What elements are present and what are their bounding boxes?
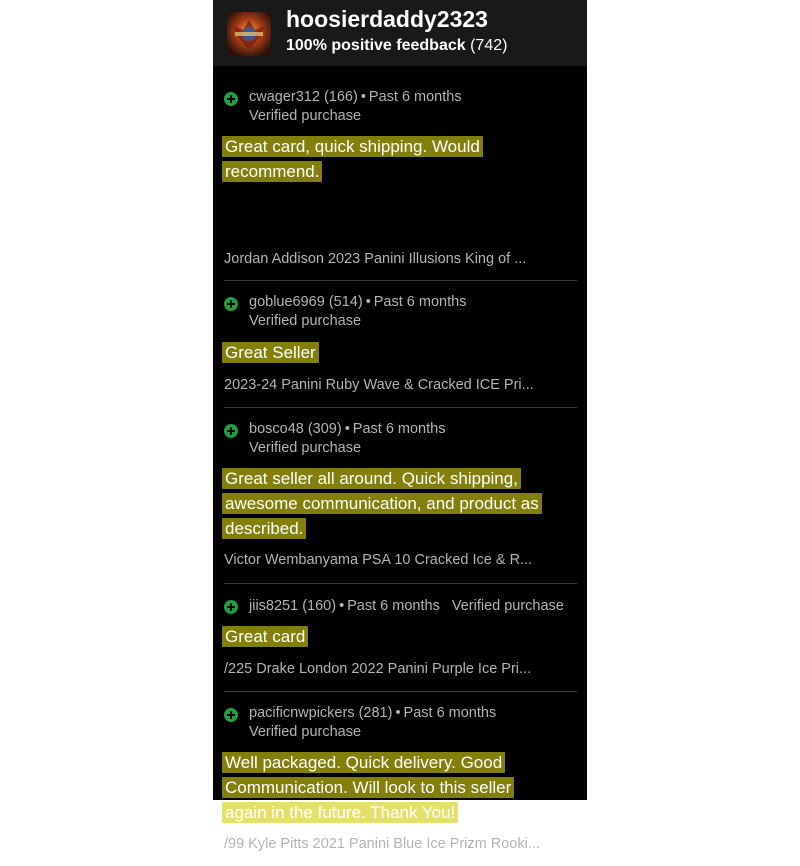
review-line: Great card, quick shipping. Would bbox=[222, 136, 483, 157]
seller-avatar-icon bbox=[227, 12, 271, 56]
list-item bbox=[213, 706, 587, 866]
review-meta: bosco48 (309) • Past 6 months Verified purchase bbox=[249, 421, 446, 456]
plus-circle-icon bbox=[224, 708, 238, 722]
review-line: Great card bbox=[222, 626, 308, 647]
plus-circle-icon bbox=[224, 600, 238, 614]
divider bbox=[224, 583, 577, 584]
review-text bbox=[224, 750, 514, 825]
feedback-count: (742) bbox=[470, 37, 508, 54]
product-title[interactable]: Jordan Addison 2023 Panini Illusions King of ... bbox=[224, 251, 527, 267]
review-text bbox=[224, 466, 542, 541]
review-time: Past 6 months bbox=[347, 598, 440, 614]
review-line: again in the future. Thank You! bbox=[222, 802, 458, 823]
review-line: awesome communication, and product as bbox=[222, 493, 542, 514]
list-item bbox=[213, 598, 587, 682]
review-time: Past 6 months bbox=[352, 421, 446, 437]
review-line: Communication. Will look to this seller bbox=[222, 777, 514, 798]
review-time: Past 6 months bbox=[368, 89, 462, 105]
verified-badge: Verified purchase bbox=[249, 724, 362, 740]
product-title[interactable]: /99 Kyle Pitts 2021 Panini Blue Ice Prizm Rooki... bbox=[224, 836, 540, 852]
verified-badge: Verified purchase bbox=[249, 313, 362, 329]
divider bbox=[224, 691, 577, 692]
reviewer-name[interactable]: bosco48 (309) bbox=[249, 421, 342, 437]
list-item bbox=[213, 422, 587, 572]
review-text bbox=[224, 624, 308, 649]
list-item bbox=[213, 80, 587, 267]
seller-name[interactable]: hoosierdaddy2323 bbox=[286, 6, 488, 32]
product-title[interactable]: Victor Wembanyama PSA 10 Cracked Ice & R... bbox=[224, 552, 533, 568]
review-meta: pacificnwpickers (281) • Past 6 months Verified purchase bbox=[249, 705, 497, 740]
reviewer-name[interactable]: pacificnwpickers (281) bbox=[249, 705, 393, 721]
review-line: Great seller all around. Quick shipping, bbox=[222, 468, 521, 489]
review-line: Well packaged. Quick delivery. Good bbox=[222, 752, 505, 773]
plus-circle-icon bbox=[224, 297, 238, 311]
verified-badge: Verified purchase bbox=[249, 440, 362, 456]
review-meta: jiis8251 (160) • Past 6 months Verified purchase bbox=[249, 598, 564, 614]
review-time: Past 6 months bbox=[373, 294, 467, 310]
plus-circle-icon bbox=[224, 92, 238, 106]
verified-badge: Verified purchase bbox=[249, 108, 362, 124]
review-meta: cwager312 (166) • Past 6 months Verified purchase bbox=[249, 89, 462, 124]
review-text bbox=[224, 134, 483, 184]
product-title[interactable]: 2023-24 Panini Ruby Wave & Cracked ICE Pri... bbox=[224, 377, 534, 393]
review-time: Past 6 months bbox=[403, 705, 497, 721]
divider bbox=[224, 280, 577, 281]
feedback-screen bbox=[213, 0, 587, 852]
review-line: described. bbox=[222, 518, 306, 539]
plus-circle-icon bbox=[224, 424, 238, 438]
review-line: Great Seller bbox=[222, 342, 319, 363]
list-item bbox=[213, 295, 587, 395]
review-line: recommend. bbox=[222, 161, 322, 182]
review-meta: goblue6969 (514) • Past 6 months Verified purchase bbox=[249, 294, 467, 329]
divider bbox=[224, 407, 577, 408]
seller-avatar[interactable] bbox=[227, 12, 271, 56]
reviewer-name[interactable]: jiis8251 (160) bbox=[249, 598, 337, 614]
feedback-percent: 100% positive feedback bbox=[286, 37, 466, 54]
product-title[interactable]: /225 Drake London 2022 Panini Purple Ice Pri... bbox=[224, 661, 532, 677]
reviewer-name[interactable]: goblue6969 (514) bbox=[249, 294, 363, 310]
seller-feedback-summary bbox=[286, 37, 507, 55]
verified-badge: Verified purchase bbox=[451, 598, 564, 614]
seller-header bbox=[213, 0, 587, 66]
reviewer-name[interactable]: cwager312 (166) bbox=[249, 89, 358, 105]
review-text bbox=[224, 340, 319, 365]
